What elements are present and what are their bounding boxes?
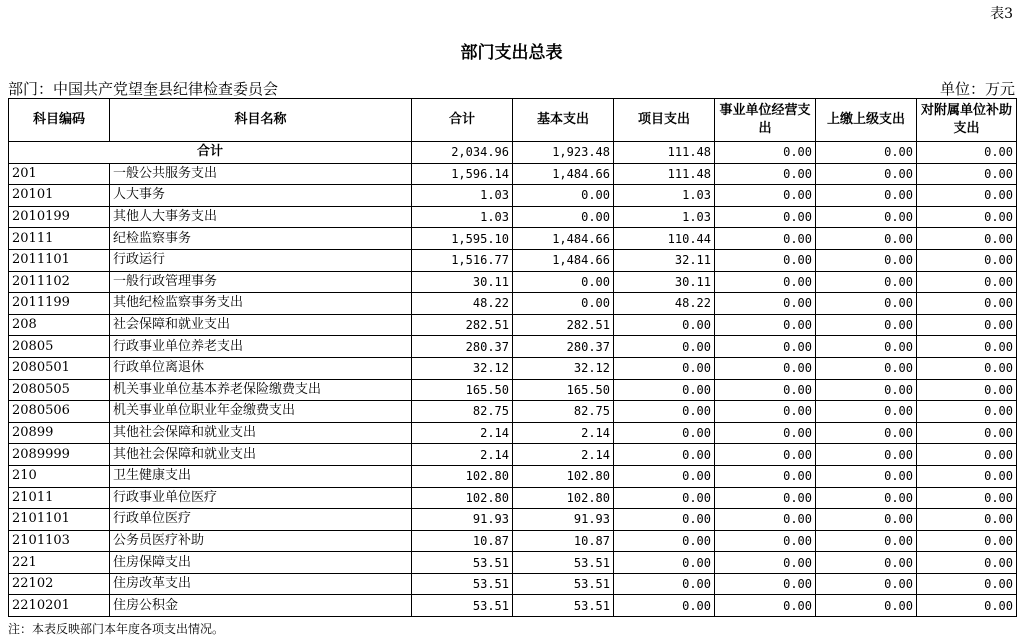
account-name: 纪检监察事务	[110, 228, 412, 250]
amount-cell: 0.00	[917, 163, 1017, 185]
amount-cell: 0.00	[816, 444, 917, 466]
table-row	[9, 206, 1017, 228]
total-value: 1,923.48	[513, 142, 614, 164]
amount-cell: 0.00	[513, 185, 614, 207]
header-cell: 上缴上级支出	[816, 99, 917, 142]
amount-cell: 0.00	[715, 401, 816, 423]
amount-cell: 0.00	[715, 444, 816, 466]
table-number: 表3	[990, 6, 1013, 22]
amount-cell: 0.00	[816, 573, 917, 595]
amount-cell: 0.00	[715, 293, 816, 315]
amount-cell: 48.22	[614, 293, 715, 315]
table-row	[9, 228, 1017, 250]
amount-cell: 48.22	[412, 293, 513, 315]
account-code: 210	[9, 465, 110, 487]
amount-cell: 0.00	[917, 552, 1017, 574]
table-row	[9, 271, 1017, 293]
amount-cell: 0.00	[917, 206, 1017, 228]
amount-cell: 53.51	[412, 595, 513, 617]
account-code: 2080505	[9, 379, 110, 401]
amount-cell: 0.00	[715, 573, 816, 595]
header-cell: 事业单位经营支出	[715, 99, 816, 142]
amount-cell: 0.00	[917, 444, 1017, 466]
account-name: 住房公积金	[110, 595, 412, 617]
amount-cell: 0.00	[917, 465, 1017, 487]
total-value: 111.48	[614, 142, 715, 164]
amount-cell: 0.00	[816, 422, 917, 444]
account-code: 20111	[9, 228, 110, 250]
amount-cell: 0.00	[715, 379, 816, 401]
table-row	[9, 465, 1017, 487]
amount-cell: 2.14	[513, 422, 614, 444]
amount-cell: 1.03	[614, 206, 715, 228]
amount-cell: 0.00	[614, 314, 715, 336]
amount-cell: 0.00	[917, 249, 1017, 271]
amount-cell: 0.00	[513, 293, 614, 315]
table-row	[9, 401, 1017, 423]
amount-cell: 0.00	[816, 552, 917, 574]
account-code: 20899	[9, 422, 110, 444]
amount-cell: 2.14	[412, 444, 513, 466]
account-name: 人大事务	[110, 185, 412, 207]
amount-cell: 0.00	[816, 206, 917, 228]
amount-cell: 102.80	[412, 487, 513, 509]
amount-cell: 102.80	[412, 465, 513, 487]
account-code: 2080501	[9, 357, 110, 379]
table-row	[9, 357, 1017, 379]
amount-cell: 110.44	[614, 228, 715, 250]
table-row	[9, 552, 1017, 574]
amount-cell: 280.37	[412, 336, 513, 358]
amount-cell: 0.00	[513, 206, 614, 228]
amount-cell: 0.00	[816, 357, 917, 379]
amount-cell: 282.51	[412, 314, 513, 336]
expenditure-table	[8, 98, 1017, 617]
amount-cell: 53.51	[513, 552, 614, 574]
account-name: 卫生健康支出	[110, 465, 412, 487]
amount-cell: 0.00	[917, 509, 1017, 531]
table-row	[9, 487, 1017, 509]
amount-cell: 0.00	[917, 401, 1017, 423]
account-name: 社会保障和就业支出	[110, 314, 412, 336]
table-row	[9, 422, 1017, 444]
amount-cell: 0.00	[715, 185, 816, 207]
amount-cell: 0.00	[614, 465, 715, 487]
amount-cell: 0.00	[816, 314, 917, 336]
amount-cell: 0.00	[715, 163, 816, 185]
header-cell: 科目名称	[110, 99, 412, 142]
amount-cell: 0.00	[816, 509, 917, 531]
total-label: 合计	[9, 142, 412, 164]
amount-cell: 0.00	[917, 357, 1017, 379]
amount-cell: 0.00	[917, 573, 1017, 595]
table-row	[9, 573, 1017, 595]
amount-cell: 0.00	[816, 249, 917, 271]
header-cell: 基本支出	[513, 99, 614, 142]
amount-cell: 0.00	[816, 163, 917, 185]
account-name: 住房保障支出	[110, 552, 412, 574]
table-row	[9, 595, 1017, 617]
amount-cell: 0.00	[715, 357, 816, 379]
table-row	[9, 509, 1017, 531]
amount-cell: 0.00	[614, 595, 715, 617]
amount-cell: 0.00	[917, 595, 1017, 617]
account-code: 2089999	[9, 444, 110, 466]
amount-cell: 0.00	[816, 293, 917, 315]
account-name: 行政事业单位养老支出	[110, 336, 412, 358]
amount-cell: 0.00	[614, 422, 715, 444]
department-label: 部门：中国共产党望奎县纪律检查委员会	[8, 80, 279, 98]
amount-cell: 0.00	[614, 444, 715, 466]
amount-cell: 30.11	[412, 271, 513, 293]
amount-cell: 0.00	[816, 271, 917, 293]
amount-cell: 1,484.66	[513, 163, 614, 185]
amount-cell: 91.93	[412, 509, 513, 531]
amount-cell: 32.12	[513, 357, 614, 379]
header-row	[9, 99, 1017, 142]
account-code: 2011102	[9, 271, 110, 293]
amount-cell: 0.00	[715, 228, 816, 250]
account-name: 机关事业单位职业年金缴费支出	[110, 401, 412, 423]
account-name: 机关事业单位基本养老保险缴费支出	[110, 379, 412, 401]
amount-cell: 0.00	[917, 228, 1017, 250]
header-cell: 对附属单位补助支出	[917, 99, 1017, 142]
amount-cell: 53.51	[412, 552, 513, 574]
amount-cell: 0.00	[816, 487, 917, 509]
amount-cell: 53.51	[513, 573, 614, 595]
amount-cell: 0.00	[816, 185, 917, 207]
account-name: 其他纪检监察事务支出	[110, 293, 412, 315]
amount-cell: 1.03	[412, 206, 513, 228]
header-cell: 合计	[412, 99, 513, 142]
amount-cell: 53.51	[513, 595, 614, 617]
amount-cell: 1,484.66	[513, 228, 614, 250]
account-name: 行政单位医疗	[110, 509, 412, 531]
amount-cell: 0.00	[614, 487, 715, 509]
account-name: 行政事业单位医疗	[110, 487, 412, 509]
amount-cell: 0.00	[715, 552, 816, 574]
total-row	[9, 142, 1017, 164]
amount-cell: 2.14	[412, 422, 513, 444]
account-code: 2010199	[9, 206, 110, 228]
amount-cell: 165.50	[412, 379, 513, 401]
amount-cell: 0.00	[614, 552, 715, 574]
account-code: 20805	[9, 336, 110, 358]
amount-cell: 0.00	[614, 401, 715, 423]
amount-cell: 0.00	[917, 379, 1017, 401]
account-code: 21011	[9, 487, 110, 509]
table-row	[9, 530, 1017, 552]
account-code: 2101101	[9, 509, 110, 531]
account-code: 208	[9, 314, 110, 336]
account-code: 20101	[9, 185, 110, 207]
amount-cell: 32.12	[412, 357, 513, 379]
table-row	[9, 444, 1017, 466]
amount-cell: 0.00	[816, 530, 917, 552]
amount-cell: 0.00	[715, 336, 816, 358]
table-row	[9, 163, 1017, 185]
account-name: 行政运行	[110, 249, 412, 271]
account-code: 221	[9, 552, 110, 574]
account-code: 2080506	[9, 401, 110, 423]
amount-cell: 0.00	[917, 422, 1017, 444]
amount-cell: 0.00	[513, 271, 614, 293]
amount-cell: 82.75	[513, 401, 614, 423]
amount-cell: 1.03	[614, 185, 715, 207]
amount-cell: 0.00	[715, 487, 816, 509]
total-value: 0.00	[715, 142, 816, 164]
amount-cell: 10.87	[513, 530, 614, 552]
account-code: 2011101	[9, 249, 110, 271]
amount-cell: 0.00	[816, 401, 917, 423]
page-title: 部门支出总表	[460, 43, 563, 63]
amount-cell: 0.00	[917, 271, 1017, 293]
amount-cell: 1,516.77	[412, 249, 513, 271]
account-code: 2101103	[9, 530, 110, 552]
account-code: 2011199	[9, 293, 110, 315]
amount-cell: 102.80	[513, 465, 614, 487]
amount-cell: 280.37	[513, 336, 614, 358]
footnote: 注：本表反映部门本年度各项支出情况。	[8, 622, 225, 636]
table-row	[9, 185, 1017, 207]
amount-cell: 91.93	[513, 509, 614, 531]
account-code: 201	[9, 163, 110, 185]
amount-cell: 32.11	[614, 249, 715, 271]
table-row	[9, 336, 1017, 358]
amount-cell: 0.00	[816, 595, 917, 617]
account-name: 公务员医疗补助	[110, 530, 412, 552]
total-value: 2,034.96	[412, 142, 513, 164]
amount-cell: 165.50	[513, 379, 614, 401]
account-name: 其他人大事务支出	[110, 206, 412, 228]
amount-cell: 0.00	[715, 206, 816, 228]
amount-cell: 0.00	[715, 465, 816, 487]
amount-cell: 1,595.10	[412, 228, 513, 250]
amount-cell: 0.00	[614, 530, 715, 552]
total-value: 0.00	[917, 142, 1017, 164]
amount-cell: 0.00	[816, 465, 917, 487]
table-row	[9, 314, 1017, 336]
amount-cell: 0.00	[917, 293, 1017, 315]
amount-cell: 282.51	[513, 314, 614, 336]
amount-cell: 0.00	[614, 573, 715, 595]
amount-cell: 0.00	[917, 336, 1017, 358]
amount-cell: 10.87	[412, 530, 513, 552]
account-name: 一般行政管理事务	[110, 271, 412, 293]
account-name: 住房改革支出	[110, 573, 412, 595]
table-row	[9, 293, 1017, 315]
amount-cell: 2.14	[513, 444, 614, 466]
amount-cell: 0.00	[614, 379, 715, 401]
amount-cell: 0.00	[715, 271, 816, 293]
account-name: 行政单位离退休	[110, 357, 412, 379]
amount-cell: 0.00	[715, 530, 816, 552]
amount-cell: 0.00	[715, 422, 816, 444]
account-name: 其他社会保障和就业支出	[110, 422, 412, 444]
amount-cell: 102.80	[513, 487, 614, 509]
unit-label: 单位：万元	[939, 80, 1015, 98]
amount-cell: 0.00	[917, 487, 1017, 509]
amount-cell: 0.00	[614, 509, 715, 531]
amount-cell: 111.48	[614, 163, 715, 185]
amount-cell: 0.00	[715, 314, 816, 336]
account-name: 一般公共服务支出	[110, 163, 412, 185]
header-cell: 项目支出	[614, 99, 715, 142]
account-name: 其他社会保障和就业支出	[110, 444, 412, 466]
header-cell: 科目编码	[9, 99, 110, 142]
amount-cell: 0.00	[816, 228, 917, 250]
amount-cell: 30.11	[614, 271, 715, 293]
amount-cell: 0.00	[715, 249, 816, 271]
amount-cell: 1,596.14	[412, 163, 513, 185]
amount-cell: 0.00	[614, 336, 715, 358]
table-row	[9, 379, 1017, 401]
total-value: 0.00	[816, 142, 917, 164]
amount-cell: 0.00	[614, 357, 715, 379]
account-code: 2210201	[9, 595, 110, 617]
amount-cell: 0.00	[917, 530, 1017, 552]
amount-cell: 0.00	[816, 336, 917, 358]
table-row	[9, 249, 1017, 271]
amount-cell: 82.75	[412, 401, 513, 423]
amount-cell: 0.00	[816, 379, 917, 401]
amount-cell: 1.03	[412, 185, 513, 207]
amount-cell: 0.00	[917, 185, 1017, 207]
account-code: 22102	[9, 573, 110, 595]
amount-cell: 0.00	[715, 595, 816, 617]
amount-cell: 53.51	[412, 573, 513, 595]
amount-cell: 0.00	[917, 314, 1017, 336]
amount-cell: 1,484.66	[513, 249, 614, 271]
amount-cell: 0.00	[715, 509, 816, 531]
